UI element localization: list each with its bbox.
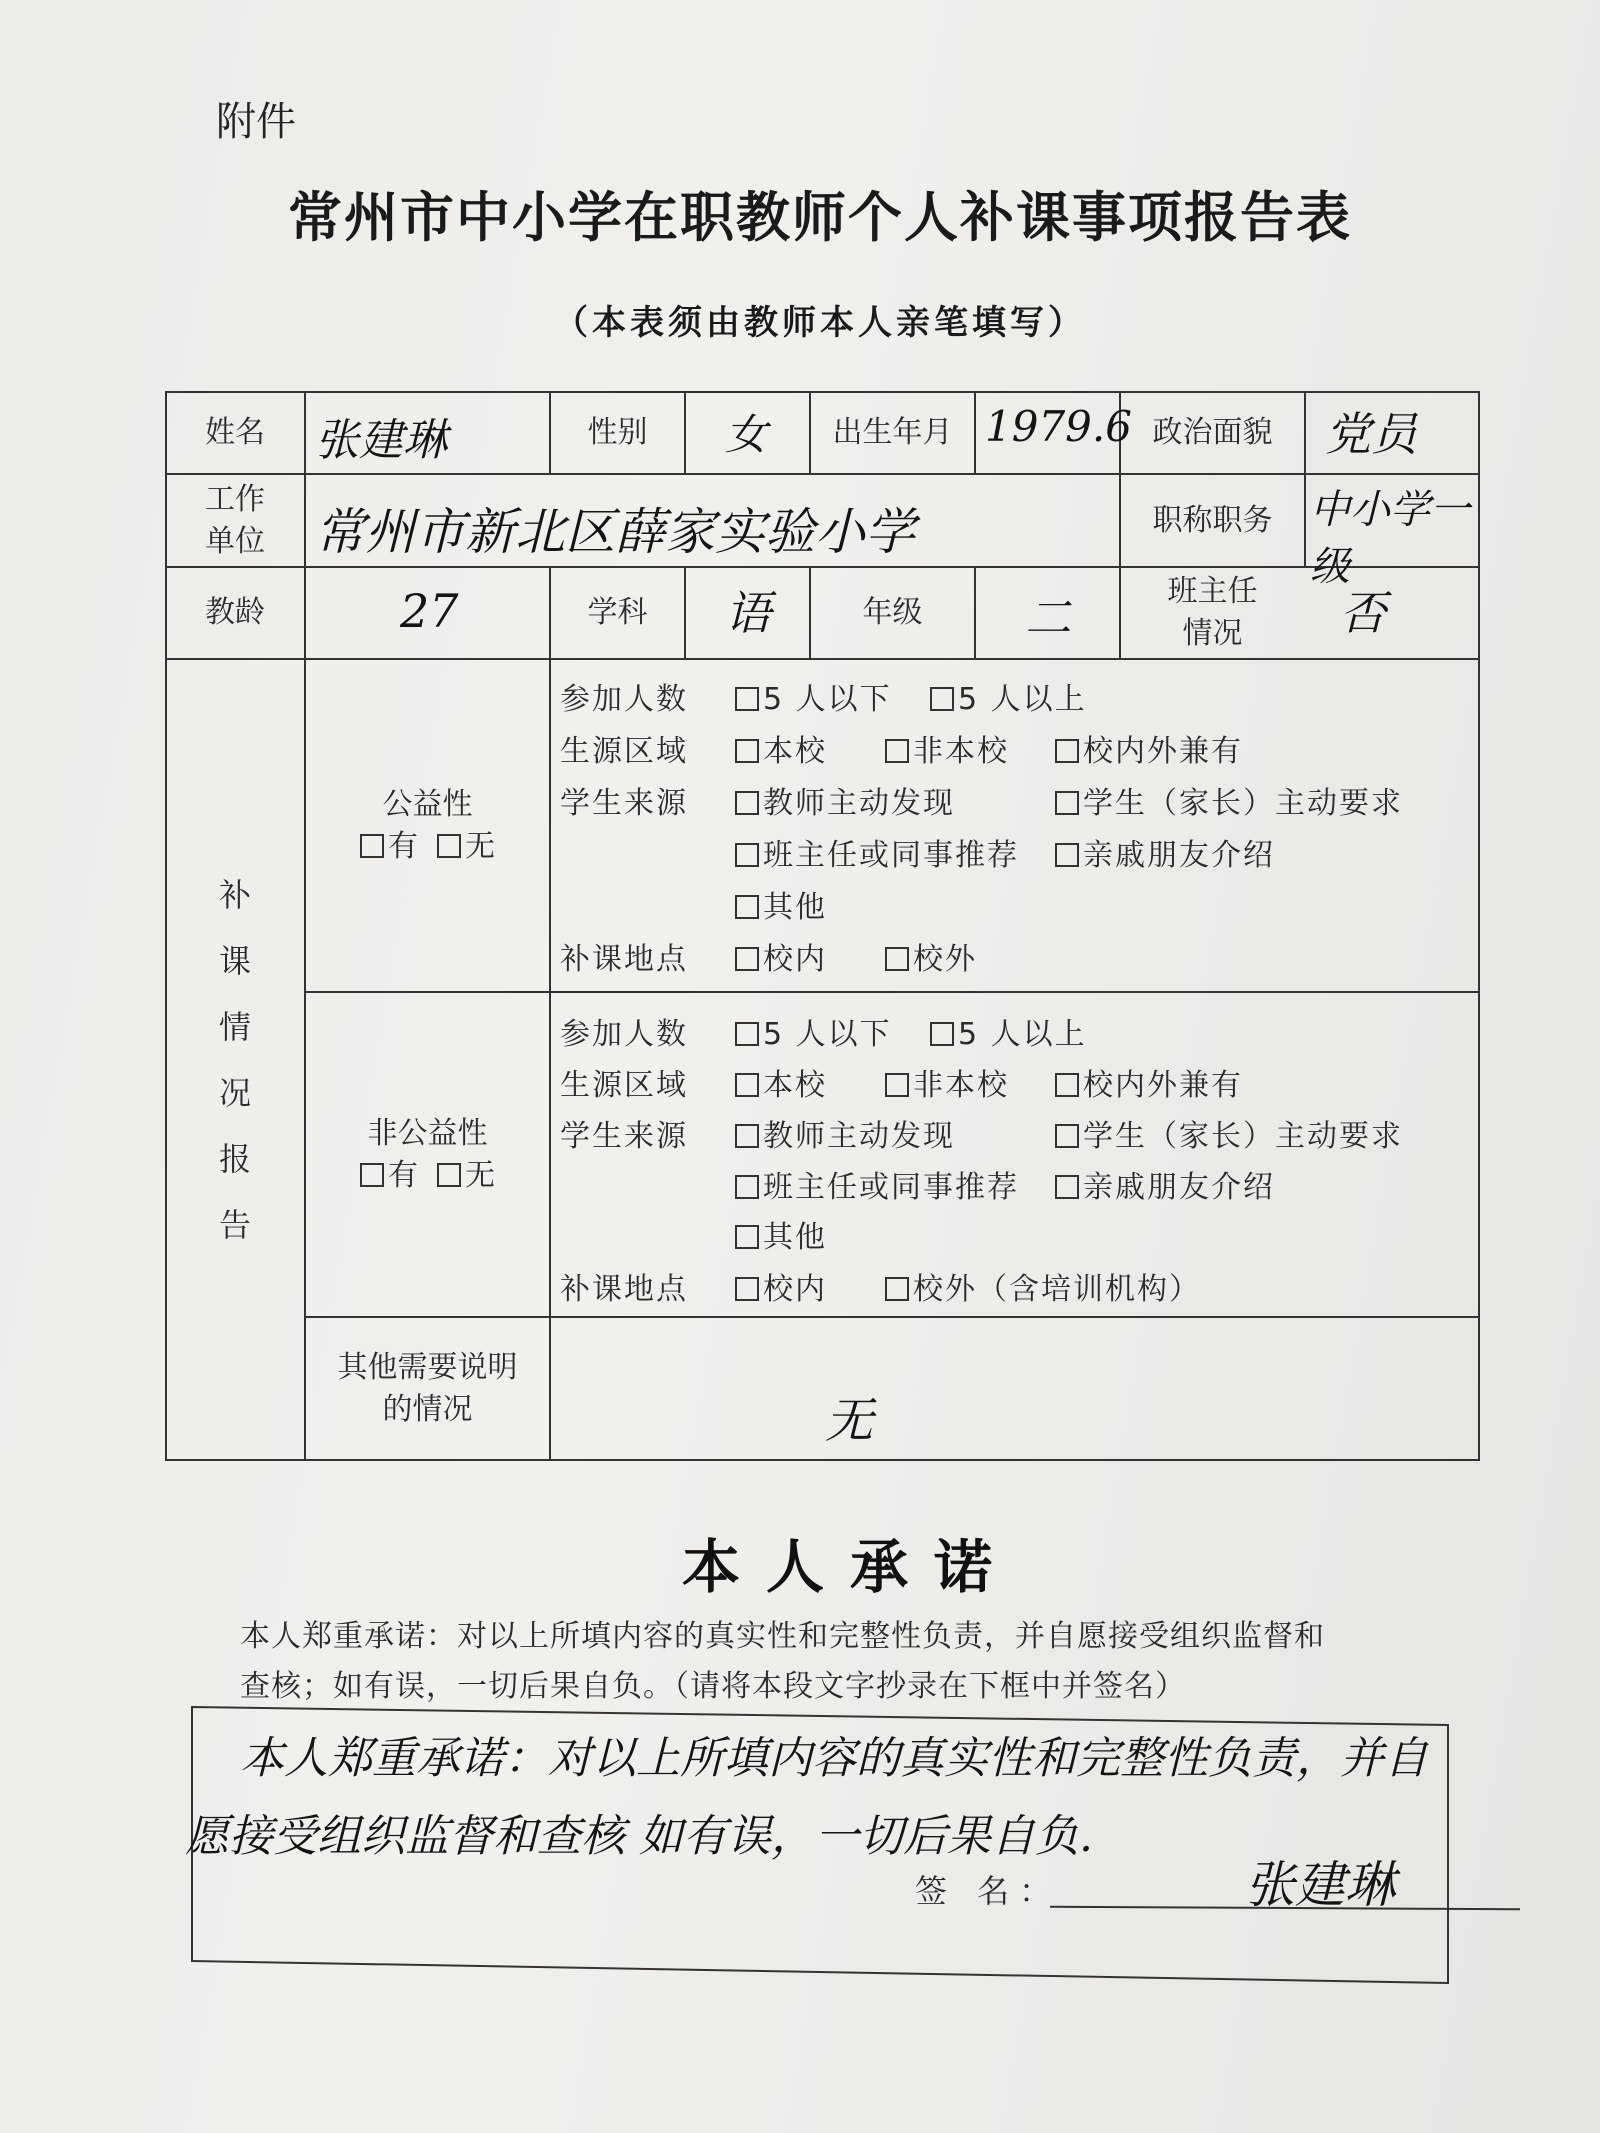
pledge-heading: 本人承诺 (681, 1533, 1018, 1601)
nonpublic-count-opt2-checkbox[interactable]: 5 人以上 (930, 1009, 1087, 1053)
name-value: 张建琳 (315, 415, 447, 466)
public-source-opt1-checkbox[interactable]: 教师主动发现 (735, 778, 955, 822)
subject-label: 学科 (587, 595, 648, 630)
public-place-opt1-checkbox[interactable]: 校内 (735, 934, 827, 978)
birth-label: 出生年月 (832, 415, 953, 450)
public-region-opt2-checkbox[interactable]: 非本校 (885, 726, 1009, 770)
unit-value: 常州市新北区薛家实验小学 (315, 503, 915, 561)
birth-value: 1979.6 (985, 402, 1132, 451)
nonpublic-source-opt5-checkbox[interactable]: 其他 (735, 1212, 827, 1256)
public-region-label: 生源区域 (560, 734, 688, 769)
public-place-label: 补课地点 (560, 942, 688, 977)
signature-label: 签 名： (915, 1872, 1062, 1910)
nonpublic-no-checkbox[interactable]: 无 (437, 1158, 495, 1193)
nonpublic-place-opt2-checkbox[interactable]: 校外（含培训机构） (885, 1264, 1201, 1308)
public-source-opt5-checkbox[interactable]: 其他 (735, 882, 827, 926)
report-form-table (165, 372, 1480, 1462)
nonpublic-region-opt3-checkbox[interactable]: 校内外兼有 (1055, 1060, 1243, 1104)
subject-value: 语 (725, 586, 771, 640)
public-count-opt1-checkbox[interactable]: 5 人以下 (735, 674, 892, 718)
nonpublic-count-label: 参加人数 (560, 1017, 688, 1052)
attachment-label: 附件 (216, 99, 296, 145)
unit-label: 工作 单位 (205, 481, 265, 559)
nonpublic-place-label: 补课地点 (560, 1272, 688, 1307)
nonpublic-source-opt2-checkbox[interactable]: 学生（家长）主动要求 (1055, 1111, 1403, 1155)
public-source-opt2-checkbox[interactable]: 学生（家长）主动要求 (1055, 778, 1403, 822)
head-teacher-label: 班主任 情况 (1167, 574, 1258, 651)
public-source-opt3-checkbox[interactable]: 班主任或同事推荐 (735, 830, 1019, 874)
form-subtitle: （本表须由教师本人亲笔填写） (554, 303, 1086, 343)
public-place-opt2-checkbox[interactable]: 校外 (885, 934, 977, 978)
teaching-age-value: 27 (400, 584, 459, 638)
name-label: 姓名 (205, 415, 265, 450)
public-count-opt2-checkbox[interactable]: 5 人以上 (930, 674, 1087, 718)
other-value: 无 (825, 1393, 874, 1449)
nonpublic-yes-checkbox[interactable]: 有 (360, 1158, 418, 1193)
signature-handwritten: 张建琳 (1245, 1856, 1395, 1914)
grade-label: 年级 (862, 595, 923, 630)
public-section-label: 公益性 有 无 (305, 659, 550, 992)
form-title: 常州市中小学在职教师个人补课事项报告表 (288, 186, 1352, 249)
pledge-handwritten-line-1: 本人郑重承诺：对以上所填内容的真实性和完整性负责，并自 (240, 1733, 1428, 1784)
party-value: 党员 (1325, 407, 1417, 461)
nonpublic-section-label: 非公益性 有 无 (305, 992, 550, 1317)
pledge-instruction: 本人郑重承诺：对以上所填内容的真实性和完整性负责，并自愿接受组织监督和 查核；如有误，一切后果自负。（请将本段文字抄录在下框中并签名） (240, 1619, 1325, 1704)
pledge-handwritten-line-2: 愿接受组织监督和查核 如有误，一切后果自负. (185, 1811, 1093, 1862)
nonpublic-source-label: 学生来源 (560, 1119, 688, 1154)
party-label: 政治面貌 (1152, 415, 1273, 450)
nonpublic-place-opt1-checkbox[interactable]: 校内 (735, 1264, 827, 1308)
nonpublic-region-label: 生源区域 (560, 1068, 688, 1103)
gender-value: 女 (725, 410, 768, 459)
job-title-label: 职称职务 (1152, 502, 1273, 538)
nonpublic-source-opt1-checkbox[interactable]: 教师主动发现 (735, 1111, 955, 1155)
public-yes-checkbox[interactable]: 有 (360, 829, 418, 864)
public-region-opt1-checkbox[interactable]: 本校 (735, 726, 827, 770)
grade-value: 二 (1025, 591, 1071, 645)
teaching-age-label: 教龄 (205, 595, 265, 630)
nonpublic-source-opt4-checkbox[interactable]: 亲戚朋友介绍 (1055, 1162, 1275, 1206)
gender-label: 性别 (587, 415, 648, 450)
public-source-label: 学生来源 (560, 786, 688, 821)
head-teacher-value: 否 (1340, 586, 1386, 640)
report-vertical-label: 补 课 情 况 报 告 (218, 875, 251, 1244)
job-title-value: 中小学一级 (1310, 487, 1470, 590)
public-region-opt3-checkbox[interactable]: 校内外兼有 (1055, 726, 1243, 770)
nonpublic-region-opt2-checkbox[interactable]: 非本校 (885, 1060, 1009, 1104)
nonpublic-source-opt3-checkbox[interactable]: 班主任或同事推荐 (735, 1162, 1019, 1206)
nonpublic-count-opt1-checkbox[interactable]: 5 人以下 (735, 1009, 892, 1053)
other-label: 其他需要说明 的情况 (337, 1349, 518, 1427)
public-count-label: 参加人数 (560, 682, 688, 717)
public-no-checkbox[interactable]: 无 (437, 829, 495, 864)
public-source-opt4-checkbox[interactable]: 亲戚朋友介绍 (1055, 830, 1275, 874)
nonpublic-region-opt1-checkbox[interactable]: 本校 (735, 1060, 827, 1104)
